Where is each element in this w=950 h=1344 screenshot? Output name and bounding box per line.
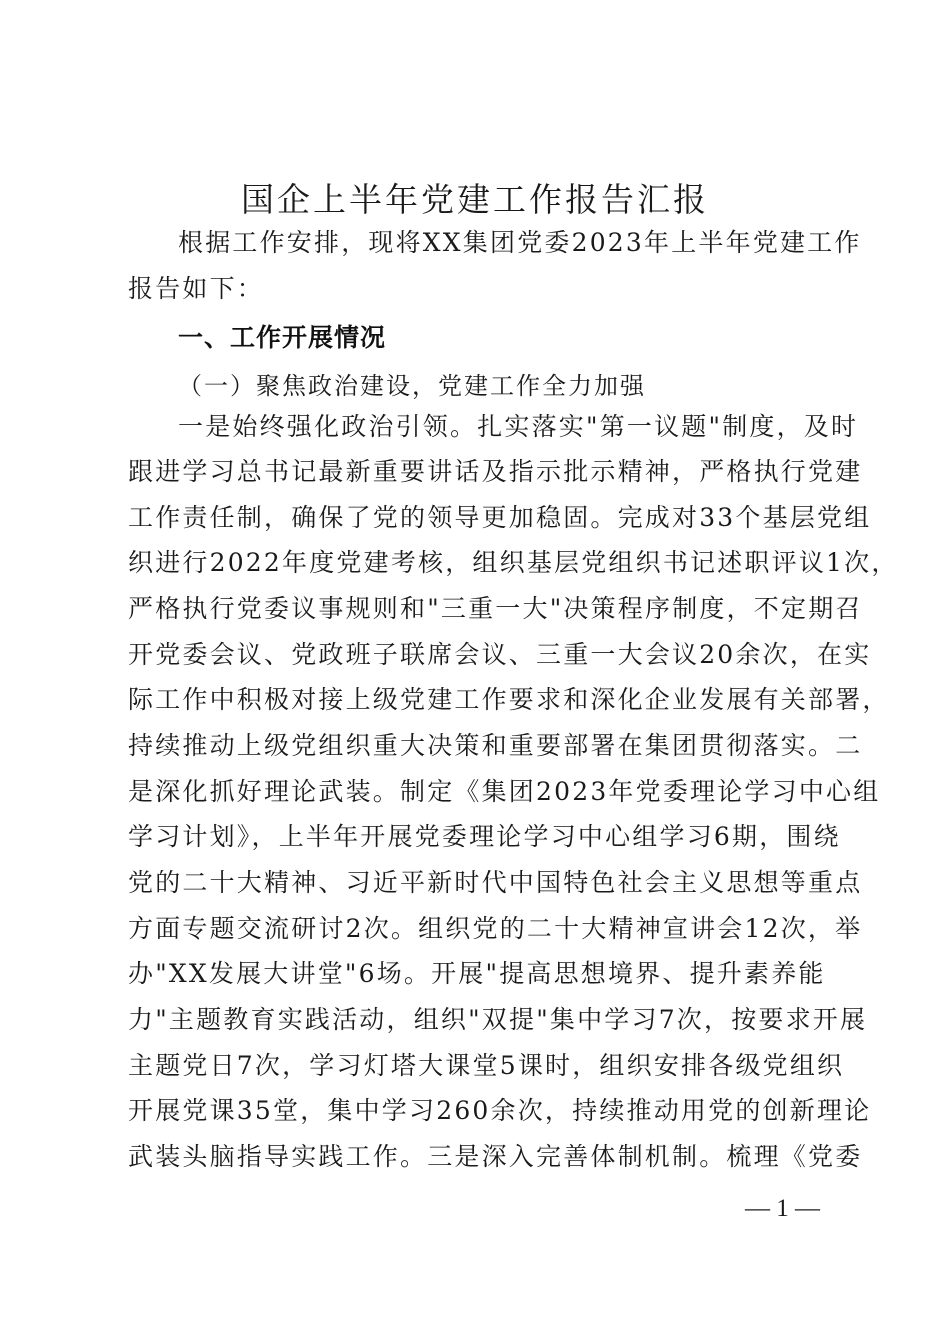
document-title: 国企上半年党建工作报告汇报 xyxy=(241,180,709,219)
subsection-heading: （一）聚焦政治建设，党建工作全力加强 xyxy=(178,372,646,400)
body-line: 跟进学习总书记最新重要讲话及指示批示精神，严格执行党建 xyxy=(128,457,863,486)
body-line: 严格执行党委议事规则和"三重一大"决策程序制度，不定期召 xyxy=(128,594,863,623)
section-heading: 一、工作开展情况 xyxy=(178,323,387,352)
body-line: 武装头脑指导实践工作。三是深入完善体制机制。梳理《党委 xyxy=(128,1142,863,1171)
intro-line: 报告如下： xyxy=(128,274,265,303)
body-line: 方面专题交流研讨2次。组织党的二十大精神宣讲会12次，举 xyxy=(128,914,863,943)
body-line: 工作责任制，确保了党的领导更加稳固。完成对33个基层党组 xyxy=(128,503,872,532)
body-line: 学习计划》，上半年开展党委理论学习中心组学习6期，围绕 xyxy=(128,822,841,851)
body-line: 是深化抓好理论武装。制定《集团2023年党委理论学习中心组 xyxy=(128,777,881,806)
body-line: 办"XX发展大讲堂"6场。开展"提高思想境界、提升素养能 xyxy=(128,959,826,988)
body-line: 织进行2022年度党建考核，组织基层党组织书记述职评议1次， xyxy=(128,548,899,577)
body-line: 开展党课35堂，集中学习260余次，持续推动用党的创新理论 xyxy=(128,1096,872,1125)
page-number: — 1 — xyxy=(745,1195,820,1222)
body-line: 党的二十大精神、习近平新时代中国特色社会主义思想等重点 xyxy=(128,868,863,897)
body-line: 一是始终强化政治引领。扎实落实"第一议题"制度，及时 xyxy=(178,412,859,441)
body-line: 主题党日7次，学习灯塔大课堂5课时，组织安排各级党组织 xyxy=(128,1051,845,1080)
body-line: 力"主题教育实践活动，组织"双提"集中学习7次，按要求开展 xyxy=(128,1005,868,1034)
body-line: 持续推动上级党组织重大决策和重要部署在集团贯彻落实。二 xyxy=(128,731,863,760)
intro-line: 根据工作安排，现将XX集团党委2023年上半年党建工作 xyxy=(178,228,862,257)
body-line: 际工作中积极对接上级党建工作要求和深化企业发展有关部署， xyxy=(128,685,890,714)
body-line: 开党委会议、党政班子联席会议、三重一大会议20余次，在实 xyxy=(128,640,872,669)
